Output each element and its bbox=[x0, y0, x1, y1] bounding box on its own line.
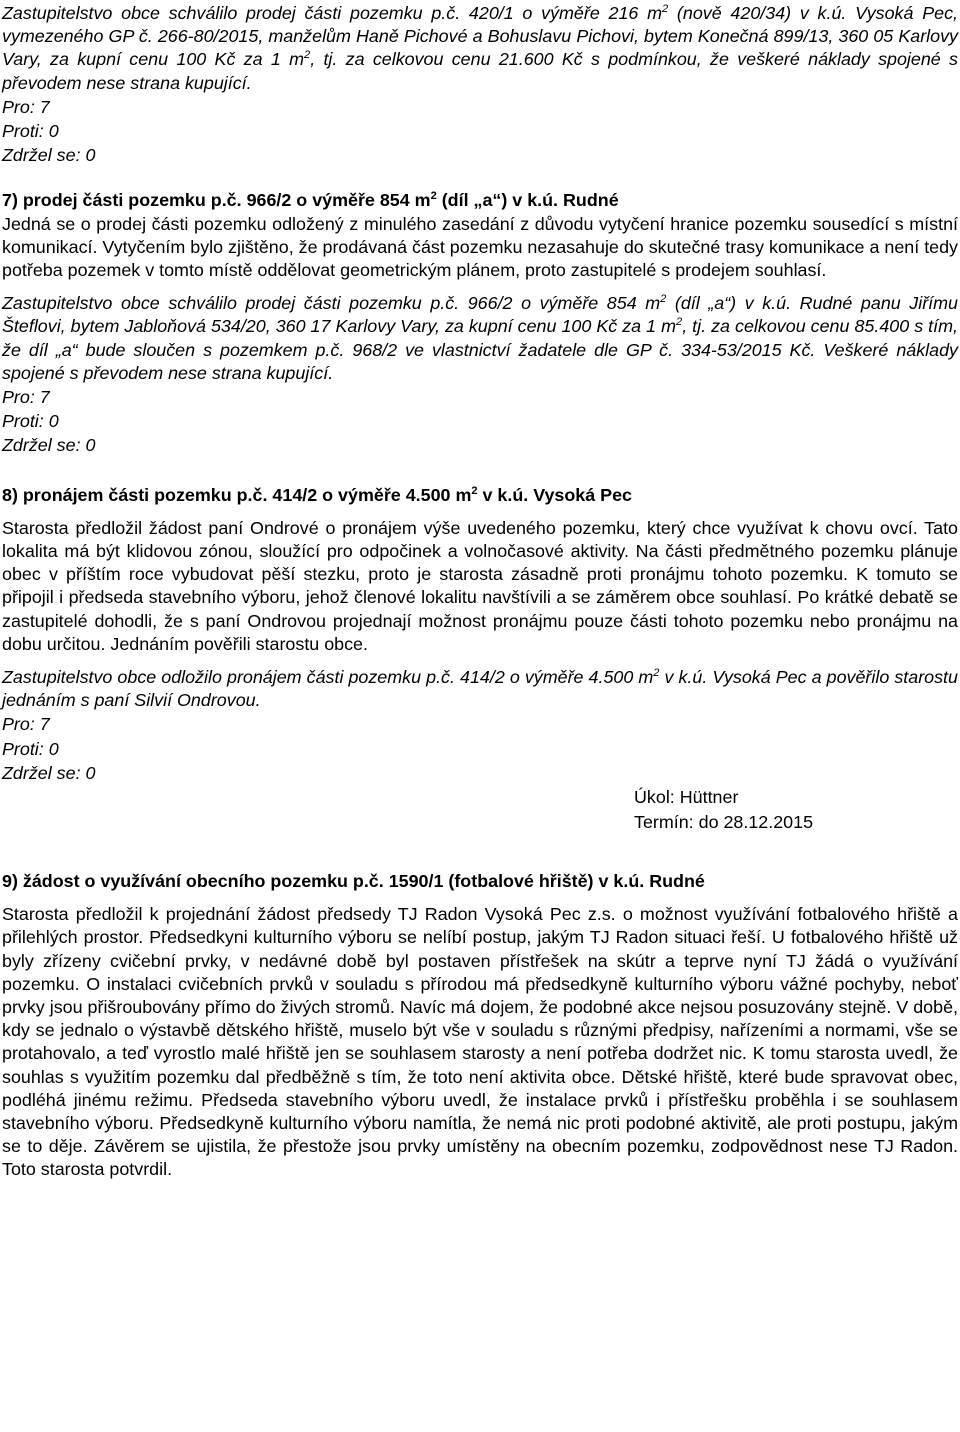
superscript: 2 bbox=[660, 293, 667, 306]
heading-text: 7) prodej části pozemku p.č. 966/2 o výměře 854 m bbox=[2, 190, 431, 211]
heading-text: v k.ú. Vysoká Pec bbox=[477, 484, 633, 505]
section-heading-9: 9) žádost o využívání obecního pozemku p.č. 1590/1 (fotbalové hřiště) v k.ú. Rudné bbox=[2, 870, 705, 891]
superscript: 2 bbox=[653, 666, 660, 679]
resolution-text: v k.ú. Vysoká Pec a pověřilo starostu jednáním s paní Silvií Ondrovou. bbox=[2, 667, 958, 711]
vote-for: Pro: 7 bbox=[2, 714, 50, 735]
task-assignee: Úkol: Hüttner bbox=[634, 787, 739, 808]
vote-abstain: Zdržel se: 0 bbox=[2, 145, 96, 166]
superscript: 2 bbox=[471, 484, 478, 497]
section-body-8: Starosta předložil žádost paní Ondrové o pronájem výše uvedeného pozemku, který chce využívat k chovu ovcí. Tato lokalita má být klidovou zónou, sloužící pro odpočinek a volnočasové aktivity. Na části předmětného pozemku plánuje obec v příštím roce vybudovat pěší stezku, proto je starosta zásadně proti pronájmu tohoto pozemku. K tomuto se připojil i předseda stavebního výboru, jehož členové lokalitu navštívili a se záměrem obce souhlasí. Po krátké debatě se zastupitelé dohodli, že s paní Ondrovou projednají možnost pronájmu pouze části tohoto pozemku nebo pronájmu na dobu určitou. Jednáním pověřili starostu obce. bbox=[2, 517, 958, 654]
vote-for: Pro: 7 bbox=[2, 387, 50, 408]
superscript: 2 bbox=[662, 2, 669, 15]
heading-text: 8) pronájem části pozemku p.č. 414/2 o výměře 4.500 m bbox=[2, 484, 472, 505]
resolution-item8 bbox=[2, 666, 958, 712]
vote-for: Pro: 7 bbox=[2, 96, 50, 117]
vote-abstain: Zdržel se: 0 bbox=[2, 762, 96, 783]
resolution-text: Zastupitelstvo obce schválilo prodej části pozemku p.č. 420/1 o výměře 216 m bbox=[2, 3, 663, 23]
resolution-text: , tj. za celkovou cenu 21.600 Kč s podmínkou, že veškeré náklady spojené s převodem nese strana kupující. bbox=[2, 49, 958, 93]
vote-abstain: Zdržel se: 0 bbox=[2, 435, 96, 456]
vote-against: Proti: 0 bbox=[2, 411, 59, 432]
vote-against: Proti: 0 bbox=[2, 121, 59, 142]
task-deadline: Termín: do 28.12.2015 bbox=[634, 811, 814, 832]
resolution-item6 bbox=[2, 2, 958, 95]
resolution-text: Zastupitelstvo obce schválilo prodej části pozemku p.č. 966/2 o výměře 854 m bbox=[2, 293, 661, 314]
resolution-text: (nově 420/34) v k.ú. Vysoká Pec, vymezeného GP č. 266-80/2015, manželům Haně Pichové a Bohuslavu Pichovi, bytem Konečná 899/13, 360 05 Karlovy Vary, za kupní cenu 100 Kč za 1 m bbox=[2, 3, 958, 70]
resolution-text: Zastupitelstvo obce odložilo pronájem části pozemku p.č. 414/2 o výměře 4.500 m bbox=[2, 667, 654, 688]
superscript: 2 bbox=[430, 190, 437, 203]
vote-against: Proti: 0 bbox=[2, 738, 59, 759]
section-body-7: Jedná se o prodej části pozemku odložený z minulého zasedání z důvodu vytyčení hranice pozemku sousedící s místní komunikací. Vytyčením bylo zjištěno, že prodávaná část pozemku nezasahuje do skutečné trasy komunikace a není tedy potřeba pozemek v tomto místě oddělovat geometrickým plánem, proto zastupitelé s prodejem souhlasí. bbox=[2, 213, 959, 281]
resolution-text: , tj. za celkovou cenu 85.400 s tím, že díl „a“ bude sloučen s pozemkem p.č. 968/2 ve vlastnictví žadatele dle GP č. 334-53/2015 Kč. Veškeré náklady spojené s převodem nese strana kupující. bbox=[2, 316, 958, 383]
section-heading-8 bbox=[2, 484, 958, 507]
resolution-text: (díl „a“) v k.ú. Rudné panu Jiřímu Šteflovi, bytem Jabloňová 534/20, 360 17 Karlovy Vary, za kupní cenu 100 Kč za 1 m bbox=[2, 293, 958, 337]
heading-text: (díl „a“) v k.ú. Rudné bbox=[436, 190, 619, 211]
resolution-item7 bbox=[2, 292, 958, 385]
superscript: 2 bbox=[676, 316, 683, 329]
superscript: 2 bbox=[304, 49, 311, 62]
section-body-9: Starosta předložil k projednání žádost předsedy TJ Radon Vysoká Pec z.s. o možnost využívání fotbalového hřiště a přilehlých prostor. Předsedkyni kulturního výboru se nelíbí postup, jakým TJ Radon situaci řeší. U fotbalového hřiště už byly zřízeny cvičební prvky, v nedávné době byl postaven přístřešek na skútr a teprve nyní TJ žádá o využívání pozemku. O instalaci cvičebních prvků v souladu s přírodou má předsedkyně kulturního výboru vážné pochyby, neboť prvky jsou přišroubovány přímo do živých stromů. Navíc má dojem, že podobné akce nejsou posuzovány stejně. V době, kdy se jednalo o výstavbě dětského hřiště, muselo být vše v souladu s různými předpisy, nařízeními a normami, vše se protahovalo, a teď vyrostlo malé hřiště jen se souhlasem starosty a není potřeba dodržet nic. K tomu starosta uvedl, že souhlas s využitím pozemku dal předběžně s tím, že toto není aktivita obce. Dětské hřiště, které bude spravovat obec, podléhá jinému režimu. Předseda stavebního výboru uvedl, že instalace prvků i přístřešku proběhla i se souhlasem stavebního výboru. Předsedkyně kulturního výboru namítla, že nemá nic proti podobné aktivitě, ale proti postupu, jakým se to děje. Závěrem se ujistila, že přestože jsou prvky umístěny na obecním pozemku, zodpovědnost nese TJ Radon. Toto starosta potvrdil. bbox=[2, 904, 958, 1180]
section-heading-7 bbox=[2, 189, 958, 212]
